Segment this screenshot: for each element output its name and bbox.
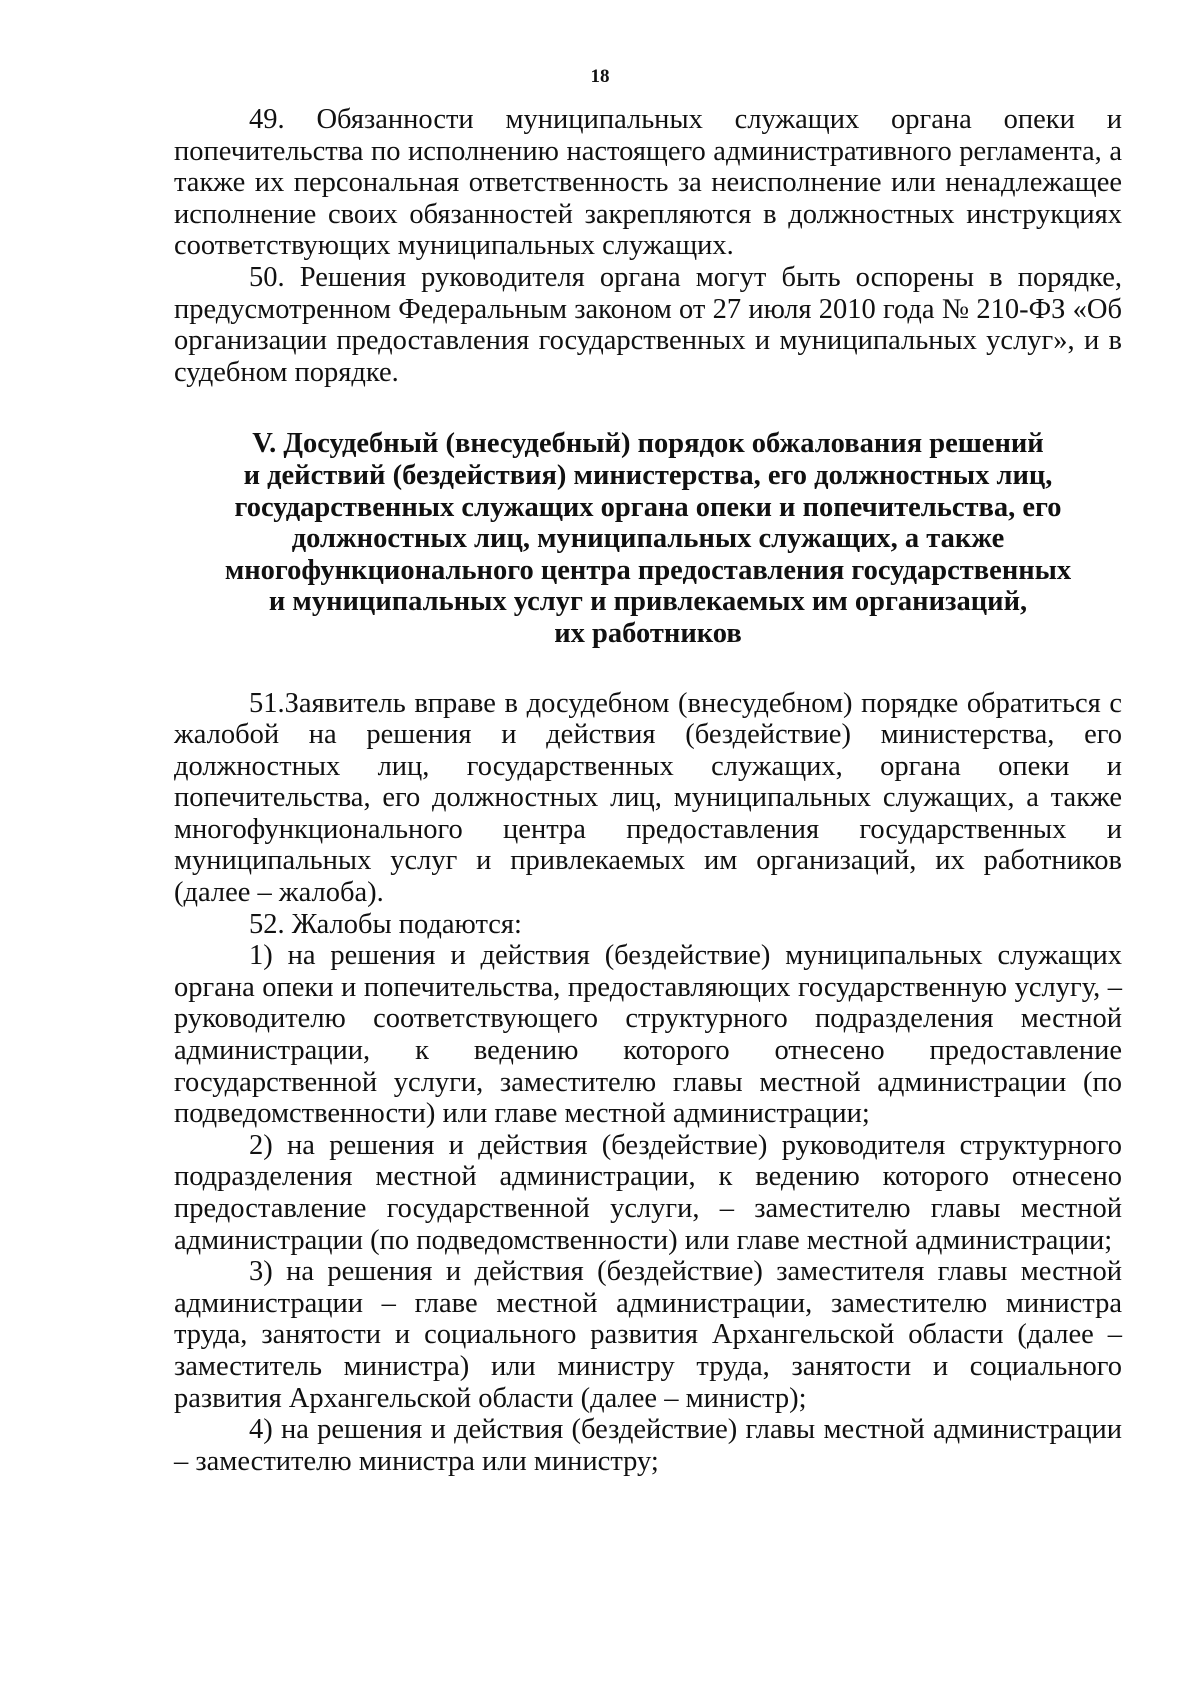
- list-item-4: 4) на решения и действия (бездействие) главы местной администрации – заместителю министра или министру;: [174, 1414, 1122, 1477]
- document-body: [174, 104, 1122, 1477]
- paragraph-51: 51.Заявитель вправе в досудебном (внесудебном) порядке обратиться с жалобой на решения и действия (бездействие) министерства, его должностных лиц, государственных служащих, органа опеки и попечительства, его должностных лиц, муниципальных служащих, а также многофункционального центра предоставления государственных и муниципальных услуг и привлекаемых им организаций, их работников (далее – жалоба).: [174, 687, 1122, 909]
- section-heading: [174, 428, 1122, 649]
- page-number: 18: [590, 66, 610, 87]
- section-heading-line: должностных лиц, муниципальных служащих, а также: [291, 523, 1005, 555]
- list-item-2: 2) на решения и действия (бездействие) руководителя структурного подразделения местной администрации, к ведению которого отнесено предоставление государственной услуги, – заместителю главы местной администрации (по подведомственности) или главе местной администрации;: [174, 1129, 1122, 1256]
- list-item-1: 1) на решения и действия (бездействие) муниципальных служащих органа опеки и попечительства, предоставляющих государственную услугу, – руководителю соответствующего структурного подразделения местной администрации, к ведению которого отнесено предоставление государственной услуги, заместителю главы местной администрации (по подведомственности) или главе местной администрации;: [174, 940, 1122, 1130]
- section-heading-line: и муниципальных услуг и привлекаемых им организаций,: [268, 586, 1028, 618]
- paragraph-50: 50. Решения руководителя органа могут быть оспорены в порядке, предусмотренном Федеральным законом от 27 июля 2010 года № 210-ФЗ «Об организации предоставления государственных и муниципальных услуг», и в судебном порядке.: [174, 261, 1122, 388]
- list-item-3: 3) на решения и действия (бездействие) заместителя главы местной администрации – главе местной администрации, заместителю министра труда, занятости и социального развития Архангельской области (далее – заместитель министра) или министру труда, занятости и социального развития Архангельской области (далее – министр);: [174, 1256, 1122, 1414]
- section-heading-line: и действий (бездействия) министерства, его должностных лиц,: [243, 459, 1053, 491]
- paragraph-49: 49. Обязанности муниципальных служащих органа опеки и попечительства по исполнению настоящего административного регламента, а также их персональная ответственность за неисполнение или ненадлежащее исполнение своих обязанностей закрепляются в должностных инструкциях соответствующих муниципальных служащих.: [174, 104, 1122, 262]
- section-heading-line: V. Досудебный (внесудебный) порядок обжалования решений: [252, 428, 1044, 460]
- section-heading-line: государственных служащих органа опеки и попечительства, его: [234, 491, 1062, 523]
- paragraph-52: 52. Жалобы подаются:: [249, 908, 522, 940]
- section-heading-line: многофункционального центра предоставления государственных: [224, 554, 1072, 586]
- section-heading-line: их работников: [554, 617, 742, 649]
